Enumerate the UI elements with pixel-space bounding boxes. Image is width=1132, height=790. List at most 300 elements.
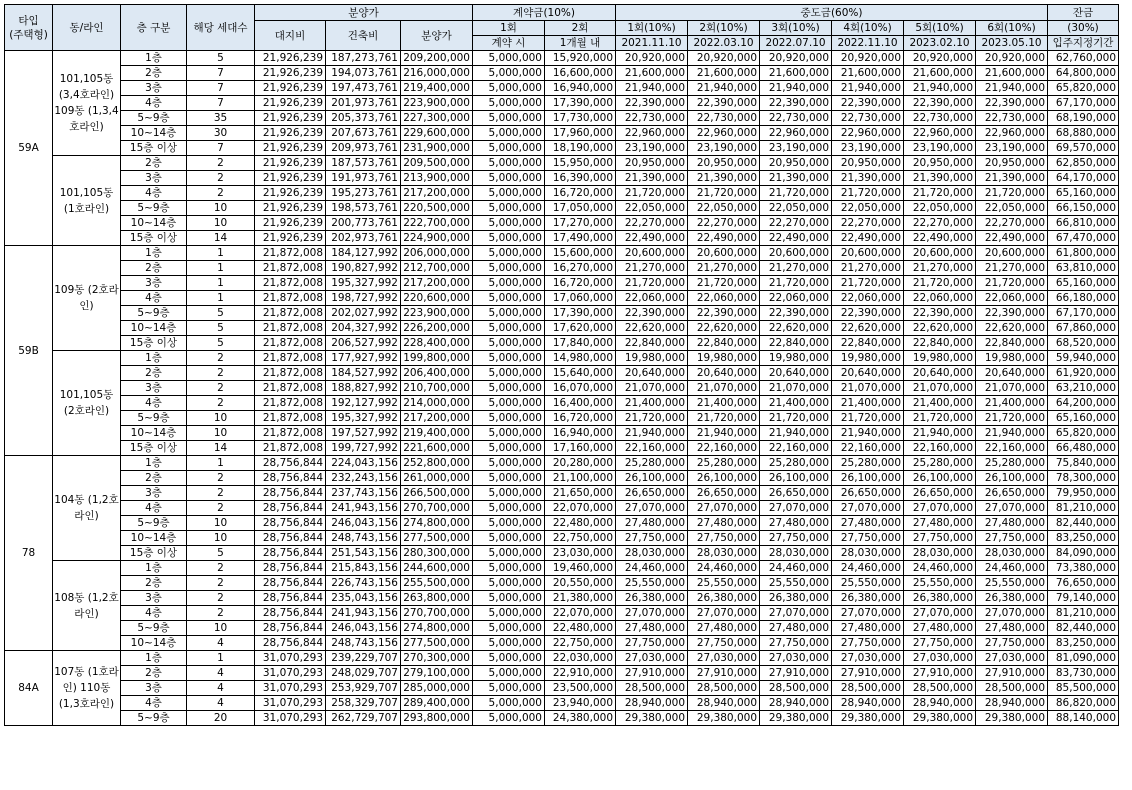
dep1-cell: 5,000,000 bbox=[473, 216, 545, 231]
mid-cell-6: 28,030,000 bbox=[976, 546, 1048, 561]
dep2-cell: 15,600,000 bbox=[545, 246, 616, 261]
floor-cell: 10~14층 bbox=[121, 321, 187, 336]
header-mid-3: 3회(10%) bbox=[760, 21, 832, 36]
build-cell: 199,727,992 bbox=[326, 441, 401, 456]
mid-cell-6: 25,280,000 bbox=[976, 456, 1048, 471]
mid-cell-2: 21,400,000 bbox=[688, 396, 760, 411]
units-cell: 10 bbox=[187, 531, 255, 546]
balance-cell: 66,810,000 bbox=[1048, 216, 1119, 231]
land-cell: 28,756,844 bbox=[255, 591, 326, 606]
dep2-cell: 16,940,000 bbox=[545, 426, 616, 441]
mid-cell-4: 22,620,000 bbox=[832, 321, 904, 336]
mid-cell-3: 21,070,000 bbox=[760, 381, 832, 396]
price-cell: 213,900,000 bbox=[401, 171, 473, 186]
mid-cell-3: 21,720,000 bbox=[760, 411, 832, 426]
floor-cell: 5~9층 bbox=[121, 411, 187, 426]
dep1-cell: 5,000,000 bbox=[473, 516, 545, 531]
mid-cell-1: 22,050,000 bbox=[616, 201, 688, 216]
floor-cell: 10~14층 bbox=[121, 216, 187, 231]
table-row bbox=[5, 696, 1119, 711]
dep2-cell: 16,720,000 bbox=[545, 411, 616, 426]
mid-cell-2: 27,750,000 bbox=[688, 636, 760, 651]
mid-cell-2: 26,380,000 bbox=[688, 591, 760, 606]
mid-cell-3: 22,050,000 bbox=[760, 201, 832, 216]
mid-cell-6: 22,730,000 bbox=[976, 111, 1048, 126]
build-cell: 198,727,992 bbox=[326, 291, 401, 306]
balance-cell: 62,850,000 bbox=[1048, 156, 1119, 171]
mid-cell-3: 25,550,000 bbox=[760, 576, 832, 591]
floor-cell: 4층 bbox=[121, 186, 187, 201]
mid-cell-5: 20,920,000 bbox=[904, 51, 976, 66]
land-cell: 21,872,008 bbox=[255, 411, 326, 426]
mid-cell-6: 22,060,000 bbox=[976, 291, 1048, 306]
balance-cell: 68,190,000 bbox=[1048, 111, 1119, 126]
header-floor: 층 구분 bbox=[121, 5, 187, 51]
mid-cell-6: 19,980,000 bbox=[976, 351, 1048, 366]
mid-cell-2: 27,070,000 bbox=[688, 501, 760, 516]
table-row bbox=[5, 606, 1119, 621]
mid-cell-6: 21,600,000 bbox=[976, 66, 1048, 81]
table-row bbox=[5, 621, 1119, 636]
mid-cell-5: 21,720,000 bbox=[904, 186, 976, 201]
balance-cell: 81,090,000 bbox=[1048, 651, 1119, 666]
balance-cell: 68,520,000 bbox=[1048, 336, 1119, 351]
land-cell: 28,756,844 bbox=[255, 546, 326, 561]
land-cell: 31,070,293 bbox=[255, 651, 326, 666]
table-row bbox=[5, 81, 1119, 96]
header-mid-4: 4회(10%) bbox=[832, 21, 904, 36]
land-cell: 21,926,239 bbox=[255, 141, 326, 156]
dep1-cell: 5,000,000 bbox=[473, 666, 545, 681]
floor-cell: 1층 bbox=[121, 456, 187, 471]
mid-cell-6: 22,390,000 bbox=[976, 306, 1048, 321]
mid-cell-5: 27,750,000 bbox=[904, 531, 976, 546]
mid-cell-1: 20,600,000 bbox=[616, 246, 688, 261]
units-cell: 30 bbox=[187, 126, 255, 141]
price-cell: 263,800,000 bbox=[401, 591, 473, 606]
mid-cell-6: 26,650,000 bbox=[976, 486, 1048, 501]
mid-cell-4: 22,840,000 bbox=[832, 336, 904, 351]
build-cell: 184,527,992 bbox=[326, 366, 401, 381]
build-cell: 197,473,761 bbox=[326, 81, 401, 96]
mid-cell-6: 27,750,000 bbox=[976, 531, 1048, 546]
mid-cell-6: 29,380,000 bbox=[976, 711, 1048, 726]
price-cell: 285,000,000 bbox=[401, 681, 473, 696]
mid-cell-6: 26,100,000 bbox=[976, 471, 1048, 486]
mid-cell-3: 27,750,000 bbox=[760, 531, 832, 546]
build-cell: 246,043,156 bbox=[326, 516, 401, 531]
line-cell: 101,105동 (3,4호라인) 109동 (1,3,4호라인) bbox=[53, 51, 121, 156]
line-cell: 109동 (2호라인) bbox=[53, 246, 121, 351]
land-cell: 21,872,008 bbox=[255, 381, 326, 396]
mid-cell-3: 21,600,000 bbox=[760, 66, 832, 81]
mid-cell-5: 25,280,000 bbox=[904, 456, 976, 471]
build-cell: 177,927,992 bbox=[326, 351, 401, 366]
dep2-cell: 22,480,000 bbox=[545, 516, 616, 531]
dep2-cell: 17,960,000 bbox=[545, 126, 616, 141]
balance-cell: 79,140,000 bbox=[1048, 591, 1119, 606]
table-row bbox=[5, 381, 1119, 396]
mid-cell-5: 21,720,000 bbox=[904, 276, 976, 291]
mid-cell-1: 27,480,000 bbox=[616, 516, 688, 531]
units-cell: 10 bbox=[187, 201, 255, 216]
mid-cell-3: 26,100,000 bbox=[760, 471, 832, 486]
table-row bbox=[5, 411, 1119, 426]
mid-cell-6: 20,950,000 bbox=[976, 156, 1048, 171]
build-cell: 258,329,707 bbox=[326, 696, 401, 711]
price-cell: 229,600,000 bbox=[401, 126, 473, 141]
floor-cell: 5~9층 bbox=[121, 516, 187, 531]
mid-cell-2: 22,060,000 bbox=[688, 291, 760, 306]
dep1-cell: 5,000,000 bbox=[473, 681, 545, 696]
mid-cell-2: 22,730,000 bbox=[688, 111, 760, 126]
mid-cell-6: 23,190,000 bbox=[976, 141, 1048, 156]
units-cell: 10 bbox=[187, 411, 255, 426]
balance-cell: 62,760,000 bbox=[1048, 51, 1119, 66]
floor-cell: 2층 bbox=[121, 576, 187, 591]
dep2-cell: 24,380,000 bbox=[545, 711, 616, 726]
price-cell: 217,200,000 bbox=[401, 276, 473, 291]
balance-cell: 61,920,000 bbox=[1048, 366, 1119, 381]
mid-cell-1: 20,920,000 bbox=[616, 51, 688, 66]
land-cell: 21,926,239 bbox=[255, 51, 326, 66]
land-cell: 28,756,844 bbox=[255, 486, 326, 501]
mid-cell-5: 27,070,000 bbox=[904, 606, 976, 621]
mid-cell-6: 21,940,000 bbox=[976, 81, 1048, 96]
build-cell: 226,743,156 bbox=[326, 576, 401, 591]
land-cell: 28,756,844 bbox=[255, 561, 326, 576]
line-cell: 107동 (1호라인) 110동 (1,3호라인) bbox=[53, 651, 121, 726]
units-cell: 2 bbox=[187, 486, 255, 501]
dep1-cell: 5,000,000 bbox=[473, 561, 545, 576]
build-cell: 209,973,761 bbox=[326, 141, 401, 156]
price-cell: 244,600,000 bbox=[401, 561, 473, 576]
table-row bbox=[5, 306, 1119, 321]
build-cell: 205,373,761 bbox=[326, 111, 401, 126]
line-cell: 104동 (1,2호라인) bbox=[53, 456, 121, 561]
mid-cell-3: 22,160,000 bbox=[760, 441, 832, 456]
balance-cell: 64,200,000 bbox=[1048, 396, 1119, 411]
dep2-cell: 17,160,000 bbox=[545, 441, 616, 456]
mid-cell-1: 21,720,000 bbox=[616, 186, 688, 201]
mid-cell-2: 22,390,000 bbox=[688, 306, 760, 321]
price-cell: 216,000,000 bbox=[401, 66, 473, 81]
header-build: 건축비 bbox=[326, 21, 401, 51]
mid-cell-3: 27,750,000 bbox=[760, 636, 832, 651]
mid-cell-3: 23,190,000 bbox=[760, 141, 832, 156]
mid-cell-2: 27,480,000 bbox=[688, 516, 760, 531]
mid-cell-5: 27,750,000 bbox=[904, 636, 976, 651]
land-cell: 31,070,293 bbox=[255, 666, 326, 681]
mid-cell-5: 22,390,000 bbox=[904, 306, 976, 321]
dep1-cell: 5,000,000 bbox=[473, 171, 545, 186]
units-cell: 4 bbox=[187, 696, 255, 711]
build-cell: 195,327,992 bbox=[326, 276, 401, 291]
land-cell: 21,926,239 bbox=[255, 216, 326, 231]
floor-cell: 15층 이상 bbox=[121, 441, 187, 456]
balance-cell: 65,820,000 bbox=[1048, 426, 1119, 441]
balance-cell: 73,380,000 bbox=[1048, 561, 1119, 576]
build-cell: 241,943,156 bbox=[326, 606, 401, 621]
build-cell: 198,573,761 bbox=[326, 201, 401, 216]
units-cell: 2 bbox=[187, 396, 255, 411]
floor-cell: 1층 bbox=[121, 561, 187, 576]
land-cell: 28,756,844 bbox=[255, 636, 326, 651]
table-row bbox=[5, 576, 1119, 591]
mid-cell-4: 22,730,000 bbox=[832, 111, 904, 126]
table-row bbox=[5, 291, 1119, 306]
mid-cell-3: 27,910,000 bbox=[760, 666, 832, 681]
floor-cell: 10~14층 bbox=[121, 126, 187, 141]
floor-cell: 2층 bbox=[121, 471, 187, 486]
header-dep1: 1회 bbox=[473, 21, 545, 36]
dep2-cell: 17,620,000 bbox=[545, 321, 616, 336]
price-cell: 270,700,000 bbox=[401, 501, 473, 516]
mid-cell-2: 28,940,000 bbox=[688, 696, 760, 711]
mid-cell-1: 24,460,000 bbox=[616, 561, 688, 576]
mid-cell-5: 22,160,000 bbox=[904, 441, 976, 456]
units-cell: 2 bbox=[187, 591, 255, 606]
table-row bbox=[5, 66, 1119, 81]
mid-cell-3: 20,640,000 bbox=[760, 366, 832, 381]
balance-cell: 82,440,000 bbox=[1048, 516, 1119, 531]
build-cell: 246,043,156 bbox=[326, 621, 401, 636]
units-cell: 1 bbox=[187, 651, 255, 666]
units-cell: 5 bbox=[187, 336, 255, 351]
price-cell: 255,500,000 bbox=[401, 576, 473, 591]
land-cell: 21,872,008 bbox=[255, 441, 326, 456]
table-row bbox=[5, 111, 1119, 126]
header-type bbox=[5, 5, 53, 51]
dep2-cell: 23,030,000 bbox=[545, 546, 616, 561]
land-cell: 31,070,293 bbox=[255, 681, 326, 696]
price-cell: 220,500,000 bbox=[401, 201, 473, 216]
header-balance-pct: (30%) bbox=[1048, 21, 1119, 36]
mid-cell-4: 27,030,000 bbox=[832, 651, 904, 666]
mid-cell-6: 21,270,000 bbox=[976, 261, 1048, 276]
header-mid-date-3: 2022.07.10 bbox=[760, 36, 832, 51]
mid-cell-5: 21,390,000 bbox=[904, 171, 976, 186]
mid-cell-3: 24,460,000 bbox=[760, 561, 832, 576]
mid-cell-5: 26,100,000 bbox=[904, 471, 976, 486]
table-row bbox=[5, 261, 1119, 276]
dep2-cell: 16,720,000 bbox=[545, 276, 616, 291]
dep1-cell: 5,000,000 bbox=[473, 306, 545, 321]
mid-cell-5: 26,380,000 bbox=[904, 591, 976, 606]
balance-cell: 83,250,000 bbox=[1048, 531, 1119, 546]
balance-cell: 67,170,000 bbox=[1048, 306, 1119, 321]
mid-cell-2: 20,950,000 bbox=[688, 156, 760, 171]
mid-cell-5: 21,270,000 bbox=[904, 261, 976, 276]
build-cell: 197,527,992 bbox=[326, 426, 401, 441]
price-cell: 274,800,000 bbox=[401, 516, 473, 531]
dep1-cell: 5,000,000 bbox=[473, 411, 545, 426]
build-cell: 204,327,992 bbox=[326, 321, 401, 336]
mid-cell-6: 27,070,000 bbox=[976, 501, 1048, 516]
dep2-cell: 15,920,000 bbox=[545, 51, 616, 66]
land-cell: 21,926,239 bbox=[255, 201, 326, 216]
mid-cell-6: 22,270,000 bbox=[976, 216, 1048, 231]
mid-cell-6: 27,750,000 bbox=[976, 636, 1048, 651]
price-cell: 270,700,000 bbox=[401, 606, 473, 621]
mid-cell-5: 22,060,000 bbox=[904, 291, 976, 306]
price-cell: 266,500,000 bbox=[401, 486, 473, 501]
mid-cell-5: 21,720,000 bbox=[904, 411, 976, 426]
mid-cell-3: 21,940,000 bbox=[760, 81, 832, 96]
mid-cell-1: 20,640,000 bbox=[616, 366, 688, 381]
dep1-cell: 5,000,000 bbox=[473, 696, 545, 711]
build-cell: 195,273,761 bbox=[326, 186, 401, 201]
mid-cell-1: 21,070,000 bbox=[616, 381, 688, 396]
balance-cell: 66,480,000 bbox=[1048, 441, 1119, 456]
mid-cell-2: 26,650,000 bbox=[688, 486, 760, 501]
mid-cell-2: 22,390,000 bbox=[688, 96, 760, 111]
dep2-cell: 16,070,000 bbox=[545, 381, 616, 396]
mid-cell-6: 22,620,000 bbox=[976, 321, 1048, 336]
mid-cell-2: 28,030,000 bbox=[688, 546, 760, 561]
units-cell: 2 bbox=[187, 576, 255, 591]
floor-cell: 4층 bbox=[121, 396, 187, 411]
floor-cell: 2층 bbox=[121, 666, 187, 681]
build-cell: 194,073,761 bbox=[326, 66, 401, 81]
mid-cell-2: 27,030,000 bbox=[688, 651, 760, 666]
mid-cell-1: 21,400,000 bbox=[616, 396, 688, 411]
mid-cell-4: 27,750,000 bbox=[832, 531, 904, 546]
units-cell: 4 bbox=[187, 666, 255, 681]
mid-cell-2: 19,980,000 bbox=[688, 351, 760, 366]
mid-cell-4: 21,070,000 bbox=[832, 381, 904, 396]
mid-cell-2: 21,940,000 bbox=[688, 426, 760, 441]
mid-cell-5: 22,730,000 bbox=[904, 111, 976, 126]
land-cell: 21,926,239 bbox=[255, 156, 326, 171]
mid-cell-6: 20,640,000 bbox=[976, 366, 1048, 381]
mid-cell-1: 20,950,000 bbox=[616, 156, 688, 171]
balance-cell: 65,160,000 bbox=[1048, 411, 1119, 426]
build-cell: 188,827,992 bbox=[326, 381, 401, 396]
mid-cell-4: 20,920,000 bbox=[832, 51, 904, 66]
price-cell: 206,000,000 bbox=[401, 246, 473, 261]
mid-cell-6: 27,910,000 bbox=[976, 666, 1048, 681]
land-cell: 21,926,239 bbox=[255, 186, 326, 201]
price-cell: 277,500,000 bbox=[401, 531, 473, 546]
mid-cell-5: 22,270,000 bbox=[904, 216, 976, 231]
price-cell: 293,800,000 bbox=[401, 711, 473, 726]
dep2-cell: 17,270,000 bbox=[545, 216, 616, 231]
price-cell: 274,800,000 bbox=[401, 621, 473, 636]
balance-cell: 64,800,000 bbox=[1048, 66, 1119, 81]
balance-cell: 81,210,000 bbox=[1048, 501, 1119, 516]
mid-cell-1: 23,190,000 bbox=[616, 141, 688, 156]
dep1-cell: 5,000,000 bbox=[473, 201, 545, 216]
land-cell: 21,926,239 bbox=[255, 171, 326, 186]
dep1-cell: 5,000,000 bbox=[473, 546, 545, 561]
mid-cell-4: 28,940,000 bbox=[832, 696, 904, 711]
build-cell: 202,973,761 bbox=[326, 231, 401, 246]
mid-cell-4: 27,910,000 bbox=[832, 666, 904, 681]
price-cell: 206,400,000 bbox=[401, 366, 473, 381]
dep1-cell: 5,000,000 bbox=[473, 606, 545, 621]
land-cell: 21,926,239 bbox=[255, 111, 326, 126]
mid-cell-2: 24,460,000 bbox=[688, 561, 760, 576]
mid-cell-1: 26,650,000 bbox=[616, 486, 688, 501]
dep2-cell: 22,030,000 bbox=[545, 651, 616, 666]
dep1-cell: 5,000,000 bbox=[473, 381, 545, 396]
units-cell: 4 bbox=[187, 681, 255, 696]
mid-cell-1: 28,940,000 bbox=[616, 696, 688, 711]
mid-cell-5: 22,960,000 bbox=[904, 126, 976, 141]
mid-cell-3: 27,070,000 bbox=[760, 606, 832, 621]
mid-cell-6: 21,940,000 bbox=[976, 426, 1048, 441]
table-row bbox=[5, 171, 1119, 186]
mid-cell-2: 22,270,000 bbox=[688, 216, 760, 231]
dep2-cell: 22,750,000 bbox=[545, 531, 616, 546]
table-row bbox=[5, 651, 1119, 666]
dep2-cell: 22,910,000 bbox=[545, 666, 616, 681]
floor-cell: 5~9층 bbox=[121, 306, 187, 321]
units-cell: 7 bbox=[187, 96, 255, 111]
mid-cell-1: 27,480,000 bbox=[616, 621, 688, 636]
floor-cell: 4층 bbox=[121, 501, 187, 516]
mid-cell-5: 20,600,000 bbox=[904, 246, 976, 261]
dep1-cell: 5,000,000 bbox=[473, 351, 545, 366]
floor-cell: 3층 bbox=[121, 681, 187, 696]
mid-cell-5: 27,910,000 bbox=[904, 666, 976, 681]
table-row bbox=[5, 501, 1119, 516]
price-cell: 226,200,000 bbox=[401, 321, 473, 336]
price-cell: 220,600,000 bbox=[401, 291, 473, 306]
type-cell: 59A bbox=[5, 51, 53, 246]
balance-cell: 88,140,000 bbox=[1048, 711, 1119, 726]
mid-cell-2: 27,070,000 bbox=[688, 606, 760, 621]
dep2-cell: 20,280,000 bbox=[545, 456, 616, 471]
floor-cell: 3층 bbox=[121, 381, 187, 396]
mid-cell-6: 22,490,000 bbox=[976, 231, 1048, 246]
mid-cell-6: 21,400,000 bbox=[976, 396, 1048, 411]
price-cell: 280,300,000 bbox=[401, 546, 473, 561]
dep1-cell: 5,000,000 bbox=[473, 81, 545, 96]
mid-cell-3: 26,650,000 bbox=[760, 486, 832, 501]
mid-cell-2: 28,500,000 bbox=[688, 681, 760, 696]
floor-cell: 15층 이상 bbox=[121, 141, 187, 156]
dep2-cell: 21,650,000 bbox=[545, 486, 616, 501]
mid-cell-2: 27,480,000 bbox=[688, 621, 760, 636]
header-dep1-sub: 계약 시 bbox=[473, 36, 545, 51]
build-cell: 201,973,761 bbox=[326, 96, 401, 111]
balance-cell: 83,730,000 bbox=[1048, 666, 1119, 681]
mid-cell-2: 26,100,000 bbox=[688, 471, 760, 486]
units-cell: 1 bbox=[187, 261, 255, 276]
dep1-cell: 5,000,000 bbox=[473, 576, 545, 591]
mid-cell-1: 27,070,000 bbox=[616, 606, 688, 621]
mid-cell-5: 23,190,000 bbox=[904, 141, 976, 156]
mid-cell-4: 22,390,000 bbox=[832, 306, 904, 321]
dep1-cell: 5,000,000 bbox=[473, 366, 545, 381]
build-cell: 253,929,707 bbox=[326, 681, 401, 696]
mid-cell-1: 28,500,000 bbox=[616, 681, 688, 696]
header-mid-2: 2회(10%) bbox=[688, 21, 760, 36]
dep2-cell: 16,270,000 bbox=[545, 261, 616, 276]
build-cell: 235,043,156 bbox=[326, 591, 401, 606]
dep2-cell: 17,490,000 bbox=[545, 231, 616, 246]
header-mid-group: 중도금(60%) bbox=[616, 5, 1048, 21]
mid-cell-4: 22,060,000 bbox=[832, 291, 904, 306]
dep1-cell: 5,000,000 bbox=[473, 636, 545, 651]
units-cell: 7 bbox=[187, 66, 255, 81]
land-cell: 28,756,844 bbox=[255, 456, 326, 471]
dep2-cell: 16,600,000 bbox=[545, 66, 616, 81]
mid-cell-5: 27,070,000 bbox=[904, 501, 976, 516]
mid-cell-5: 19,980,000 bbox=[904, 351, 976, 366]
